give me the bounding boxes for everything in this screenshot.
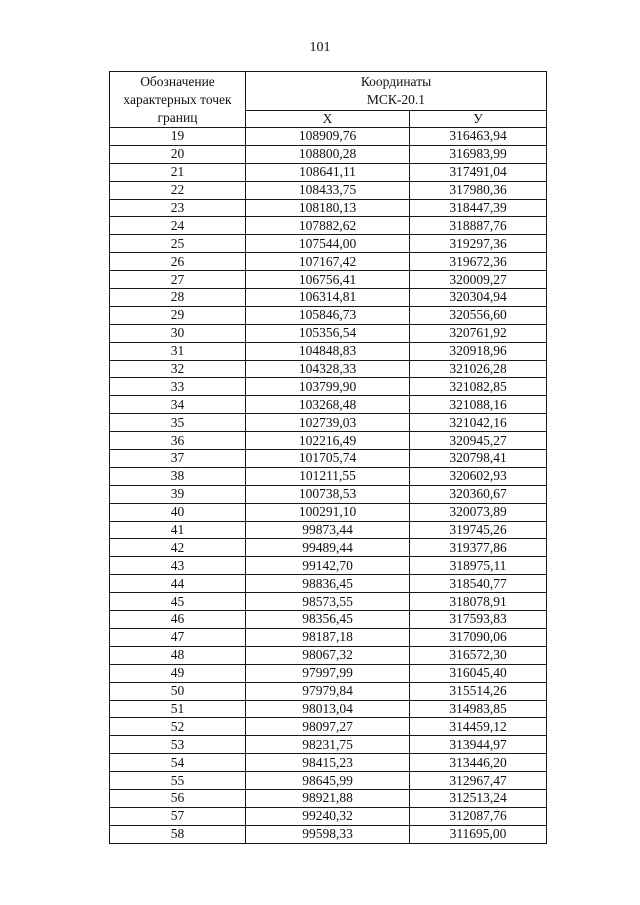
point-cell: 46	[110, 611, 246, 629]
point-cell: 50	[110, 682, 246, 700]
table-row	[110, 682, 547, 700]
coordinates-header	[246, 72, 547, 111]
table-row	[110, 396, 547, 414]
y-coordinate-cell: 317980,36	[410, 181, 547, 199]
table-row	[110, 789, 547, 807]
y-coordinate-cell: 313446,20	[410, 754, 547, 772]
point-cell: 32	[110, 360, 246, 378]
table-row	[110, 342, 547, 360]
table-row	[110, 145, 547, 163]
y-coordinate-cell: 313944,97	[410, 736, 547, 754]
x-coordinate-cell: 98573,55	[246, 593, 410, 611]
y-coordinate-cell: 314459,12	[410, 718, 547, 736]
y-coordinate-cell: 320009,27	[410, 271, 547, 289]
point-header-line-2: характерных точек	[123, 91, 232, 107]
point-cell: 37	[110, 450, 246, 468]
y-coordinate-cell: 320360,67	[410, 485, 547, 503]
table-row	[110, 360, 547, 378]
y-coordinate-cell: 317090,06	[410, 628, 547, 646]
y-coordinate-cell: 320304,94	[410, 289, 547, 307]
table-row	[110, 378, 547, 396]
point-cell: 45	[110, 593, 246, 611]
coords-header-line-2: МСК-20.1	[366, 92, 426, 107]
point-cell: 27	[110, 271, 246, 289]
point-cell: 51	[110, 700, 246, 718]
x-coordinate-cell: 108800,28	[246, 145, 410, 163]
table-row	[110, 664, 547, 682]
point-cell: 24	[110, 217, 246, 235]
point-cell: 41	[110, 521, 246, 539]
x-coordinate-cell: 108641,11	[246, 163, 410, 181]
table-row	[110, 521, 547, 539]
y-coordinate-cell: 316045,40	[410, 664, 547, 682]
x-coordinate-cell: 103799,90	[246, 378, 410, 396]
y-coordinate-cell: 318540,77	[410, 575, 547, 593]
point-cell: 28	[110, 289, 246, 307]
point-cell: 35	[110, 414, 246, 432]
y-coordinate-cell: 311695,00	[410, 825, 547, 843]
y-coordinate-cell: 321042,16	[410, 414, 547, 432]
table-row	[110, 271, 547, 289]
table-row	[110, 646, 547, 664]
table-body	[110, 128, 547, 844]
point-designation-header	[110, 72, 246, 128]
table-row	[110, 414, 547, 432]
point-cell: 53	[110, 736, 246, 754]
point-cell: 56	[110, 789, 246, 807]
x-coordinate-cell: 99873,44	[246, 521, 410, 539]
x-coordinate-cell: 104328,33	[246, 360, 410, 378]
y-coordinate-cell: 318447,39	[410, 199, 547, 217]
table-row	[110, 825, 547, 843]
x-coordinate-cell: 107882,62	[246, 217, 410, 235]
point-cell: 40	[110, 503, 246, 521]
point-cell: 33	[110, 378, 246, 396]
x-coordinate-cell: 98921,88	[246, 789, 410, 807]
point-header-line-3: границ	[157, 109, 198, 125]
x-coordinate-cell: 107544,00	[246, 235, 410, 253]
point-cell: 34	[110, 396, 246, 414]
point-cell: 52	[110, 718, 246, 736]
x-coordinate-cell: 106314,81	[246, 289, 410, 307]
x-coordinate-cell: 107167,42	[246, 253, 410, 271]
x-coordinate-cell: 99142,70	[246, 557, 410, 575]
x-coordinate-cell: 108909,76	[246, 128, 410, 146]
table-row	[110, 539, 547, 557]
x-coordinate-cell: 98187,18	[246, 628, 410, 646]
x-coordinate-cell: 98836,45	[246, 575, 410, 593]
x-coordinate-cell: 102216,49	[246, 432, 410, 450]
table-row	[110, 324, 547, 342]
table-row	[110, 450, 547, 468]
point-cell: 58	[110, 825, 246, 843]
x-coordinate-cell: 99598,33	[246, 825, 410, 843]
x-coordinate-cell: 98415,23	[246, 754, 410, 772]
y-coordinate-cell: 320798,41	[410, 450, 547, 468]
table-row	[110, 235, 547, 253]
table-row	[110, 772, 547, 790]
point-cell: 19	[110, 128, 246, 146]
x-coordinate-cell: 102739,03	[246, 414, 410, 432]
table-row	[110, 306, 547, 324]
table-row	[110, 575, 547, 593]
y-coordinate-cell: 321026,28	[410, 360, 547, 378]
table-row	[110, 163, 547, 181]
table-row	[110, 432, 547, 450]
table-row	[110, 253, 547, 271]
y-coordinate-cell: 316572,30	[410, 646, 547, 664]
y-coordinate-cell: 312087,76	[410, 807, 547, 825]
point-cell: 22	[110, 181, 246, 199]
y-coordinate-cell: 319297,36	[410, 235, 547, 253]
coords-header-line-1: Координаты	[360, 74, 432, 89]
x-coordinate-cell: 98356,45	[246, 611, 410, 629]
y-coordinate-cell: 321082,85	[410, 378, 547, 396]
y-coordinate-cell: 320945,27	[410, 432, 547, 450]
point-cell: 54	[110, 754, 246, 772]
point-cell: 25	[110, 235, 246, 253]
x-coordinate-cell: 100738,53	[246, 485, 410, 503]
table-row	[110, 736, 547, 754]
x-coordinate-cell: 108180,13	[246, 199, 410, 217]
table-header	[110, 72, 547, 128]
point-cell: 39	[110, 485, 246, 503]
x-coordinate-cell: 101705,74	[246, 450, 410, 468]
table-row	[110, 128, 547, 146]
x-coordinate-cell: 105356,54	[246, 324, 410, 342]
x-column-header: X	[246, 111, 410, 128]
x-coordinate-cell: 97997,99	[246, 664, 410, 682]
y-coordinate-cell: 316983,99	[410, 145, 547, 163]
y-coordinate-cell: 318887,76	[410, 217, 547, 235]
header-row-top	[110, 72, 547, 111]
point-cell: 31	[110, 342, 246, 360]
point-header-line-1: Обозначение	[140, 73, 215, 89]
y-coordinate-cell: 320918,96	[410, 342, 547, 360]
x-coordinate-cell: 100291,10	[246, 503, 410, 521]
table-row	[110, 611, 547, 629]
y-coordinate-cell: 318078,91	[410, 593, 547, 611]
y-coordinate-cell: 320761,92	[410, 324, 547, 342]
x-coordinate-cell: 99489,44	[246, 539, 410, 557]
y-coordinate-cell: 319745,26	[410, 521, 547, 539]
point-cell: 29	[110, 306, 246, 324]
x-coordinate-cell: 98645,99	[246, 772, 410, 790]
page-number: 101	[309, 40, 331, 55]
table-row	[110, 199, 547, 217]
point-cell: 42	[110, 539, 246, 557]
y-coordinate-cell: 312513,24	[410, 789, 547, 807]
point-cell: 49	[110, 664, 246, 682]
y-coordinate-cell: 317491,04	[410, 163, 547, 181]
y-coordinate-cell: 317593,83	[410, 611, 547, 629]
coordinates-table	[109, 71, 547, 844]
y-coordinate-cell: 320556,60	[410, 306, 547, 324]
table-row	[110, 700, 547, 718]
point-cell: 47	[110, 628, 246, 646]
x-coordinate-cell: 99240,32	[246, 807, 410, 825]
y-coordinate-cell: 312967,47	[410, 772, 547, 790]
point-cell: 30	[110, 324, 246, 342]
table-row	[110, 217, 547, 235]
x-coordinate-cell: 98013,04	[246, 700, 410, 718]
x-coordinate-cell: 98231,75	[246, 736, 410, 754]
x-coordinate-cell: 106756,41	[246, 271, 410, 289]
table-row	[110, 807, 547, 825]
y-coordinate-cell: 318975,11	[410, 557, 547, 575]
point-cell: 44	[110, 575, 246, 593]
x-coordinate-cell: 98097,27	[246, 718, 410, 736]
point-cell: 23	[110, 199, 246, 217]
y-column-header: У	[410, 111, 547, 128]
y-coordinate-cell: 320073,89	[410, 503, 547, 521]
y-coordinate-cell: 319377,86	[410, 539, 547, 557]
x-coordinate-cell: 98067,32	[246, 646, 410, 664]
x-coordinate-cell: 108433,75	[246, 181, 410, 199]
x-coordinate-cell: 101211,55	[246, 467, 410, 485]
x-coordinate-cell: 105846,73	[246, 306, 410, 324]
table-row	[110, 557, 547, 575]
table-row	[110, 593, 547, 611]
y-coordinate-cell: 320602,93	[410, 467, 547, 485]
table-row	[110, 467, 547, 485]
point-cell: 21	[110, 163, 246, 181]
point-cell: 55	[110, 772, 246, 790]
x-coordinate-cell: 104848,83	[246, 342, 410, 360]
table-row	[110, 289, 547, 307]
table-row	[110, 503, 547, 521]
x-coordinate-cell: 97979,84	[246, 682, 410, 700]
y-coordinate-cell: 314983,85	[410, 700, 547, 718]
point-cell: 48	[110, 646, 246, 664]
y-coordinate-cell: 316463,94	[410, 128, 547, 146]
point-cell: 38	[110, 467, 246, 485]
point-cell: 26	[110, 253, 246, 271]
point-cell: 57	[110, 807, 246, 825]
table-row	[110, 718, 547, 736]
y-coordinate-cell: 319672,36	[410, 253, 547, 271]
y-coordinate-cell: 315514,26	[410, 682, 547, 700]
x-coordinate-cell: 103268,48	[246, 396, 410, 414]
point-cell: 43	[110, 557, 246, 575]
table-row	[110, 485, 547, 503]
table-row	[110, 181, 547, 199]
y-coordinate-cell: 321088,16	[410, 396, 547, 414]
table-row	[110, 628, 547, 646]
point-cell: 36	[110, 432, 246, 450]
table-row	[110, 754, 547, 772]
point-cell: 20	[110, 145, 246, 163]
